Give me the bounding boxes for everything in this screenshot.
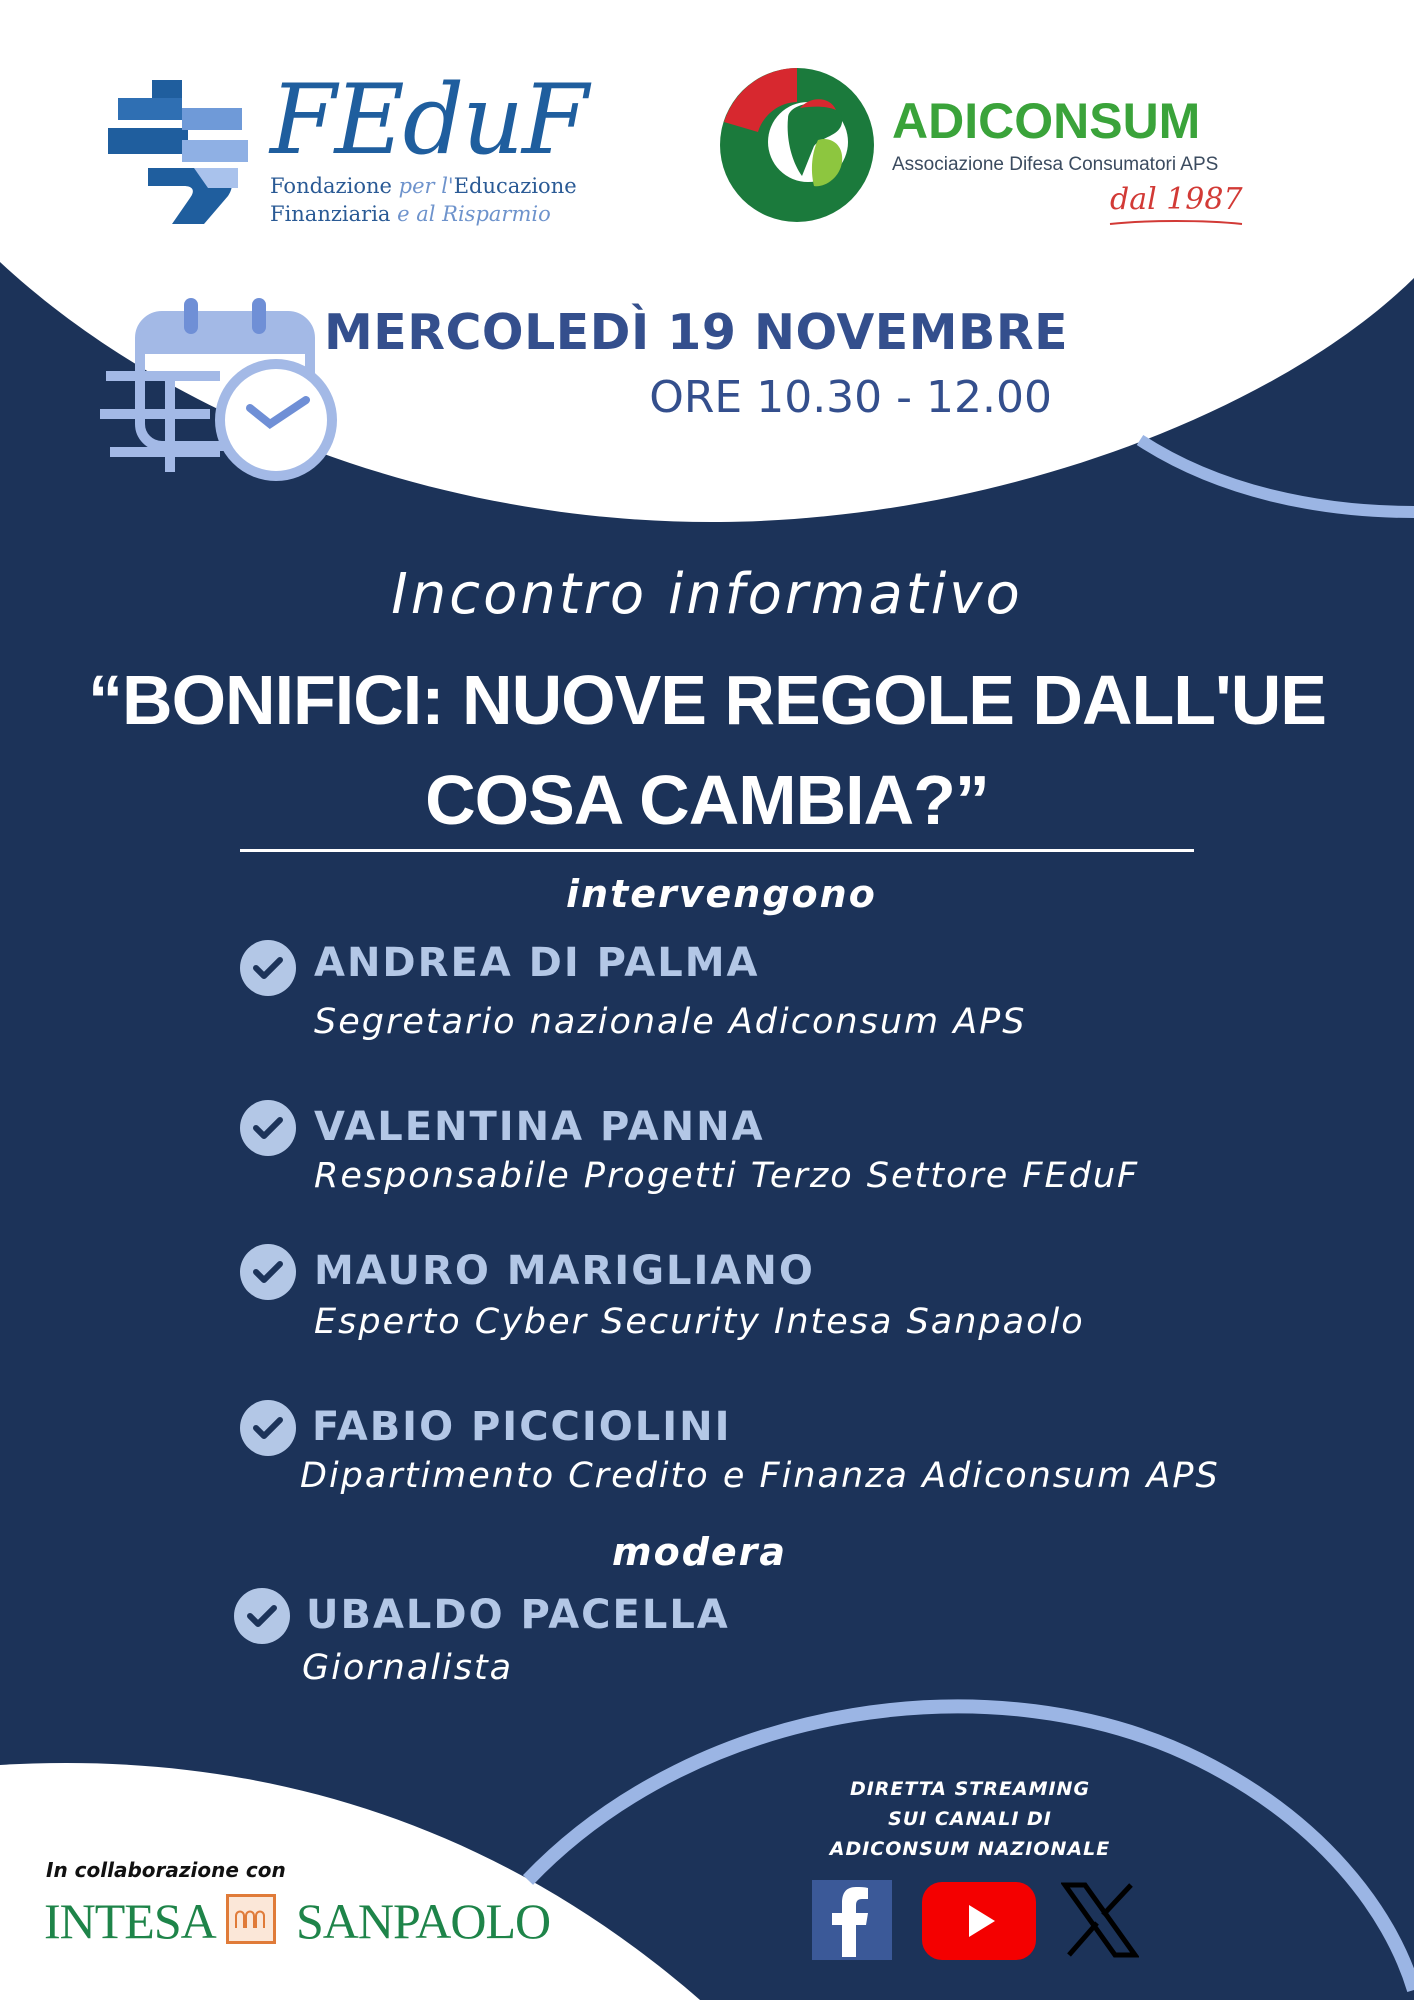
speaker-1-name: ANDREA DI PALMA [314,940,760,986]
moderator-name: UBALDO PACELLA [306,1592,730,1638]
feduf-subtitle-finanziaria: Finanziaria [270,202,391,226]
speaker-2-check-icon [240,1100,296,1156]
speaker-3-name: MAURO MARIGLIANO [314,1248,815,1294]
speaker-1-check-icon [240,940,296,996]
adiconsum-since: dal 1987 [1110,182,1243,217]
moderator-label: modera [612,1530,788,1574]
headline-line-1: “BONIFICI: NUOVE REGOLE DALL'UE [88,661,1326,739]
youtube-icon[interactable] [922,1882,1036,1960]
calendar-clock-icon [100,296,340,486]
feduf-subtitle-per: per l' [398,174,454,198]
speaker-4-role: Dipartimento Credito e Finanza Adiconsum APS [300,1456,1220,1496]
speaker-1-role: Segretario nazionale Adiconsum APS [314,1002,1027,1042]
event-date: MERCOLEDÌ 19 NOVEMBRE [324,304,1069,361]
intesa-logo-icon [226,1894,276,1944]
feduf-subtitle-risparmio: e al Risparmio [397,202,551,226]
x-icon[interactable] [1060,1880,1140,1960]
event-time: ORE 10.30 - 12.00 [649,372,1052,423]
intesa-right-text: SANPAOLO [296,1893,551,1949]
feduf-logo-icon [108,78,248,228]
speaker-4-name: FABIO PICCIOLINI [312,1404,732,1450]
feduf-wordmark: FEduF [270,64,587,176]
event-headline [0,650,1414,850]
stream-text [820,1774,1120,1864]
stream-line-3: ADICONSUM NAZIONALE [829,1838,1111,1860]
adiconsum-logo-icon [718,66,876,224]
speaker-2-role: Responsabile Progetti Terzo Settore FEduF [314,1156,1140,1196]
speaker-4-check-icon [240,1400,296,1456]
stream-line-1: DIRETTA STREAMING [849,1778,1091,1800]
adiconsum-name: ADICONSUM [892,93,1201,149]
moderator-check-icon [234,1588,290,1644]
speaker-3-check-icon [240,1244,296,1300]
stream-line-2: SUI CANALI DI [888,1808,1052,1830]
adiconsum-underline [1108,218,1244,228]
event-kicker: Incontro informativo [391,562,1023,627]
adiconsum-subtitle: Associazione Difesa Consumatori APS [892,154,1219,175]
facebook-icon[interactable] [812,1880,892,1960]
headline-line-2: COSA CAMBIA?” [425,761,989,839]
title-divider [240,849,1194,852]
moderator-role: Giornalista [302,1648,514,1688]
collab-label: In collaborazione con [46,1858,286,1882]
speaker-3-role: Esperto Cyber Security Intesa Sanpaolo [314,1302,1085,1342]
intesa-left-text: INTESA [44,1893,216,1949]
speaker-2-name: VALENTINA PANNA [314,1104,765,1150]
speakers-label: intervengono [566,872,877,916]
feduf-subtitle-educazione: Educazione [453,174,577,198]
feduf-subtitle-fondazione: Fondazione [270,174,392,198]
feduf-subtitle [270,172,577,228]
